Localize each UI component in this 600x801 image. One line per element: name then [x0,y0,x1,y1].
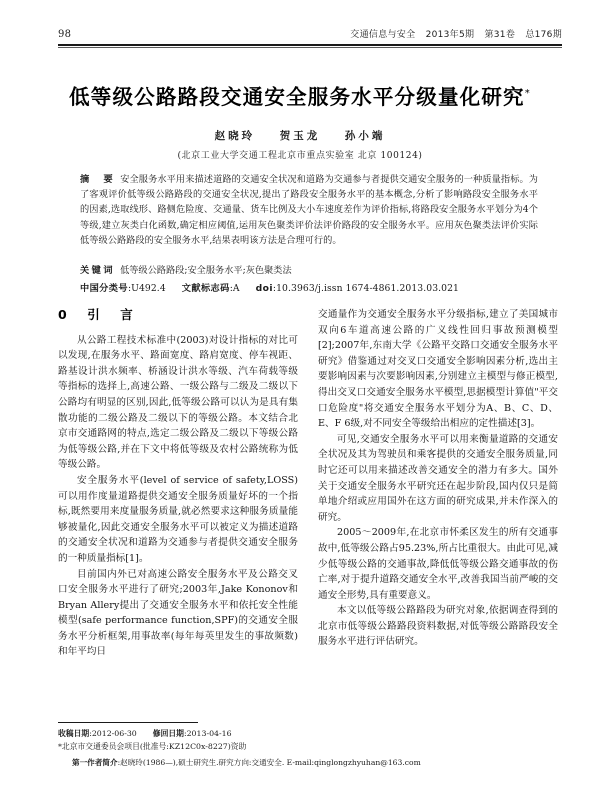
received-date-value: :2012-06-30 [89,729,137,738]
journal-year-issue: 2013年5期 [425,30,475,40]
footnote-funding: *北京市交通委员会项目(批准号:KZ12C0x-8227)资助 [58,741,247,751]
journal-total-issue: 总176期 [525,30,562,40]
page-folio: 98 [58,29,72,40]
right-paragraph-4: 本文以低等级公路路段为研究对象,依据调查得到的北京市低等级公路路段资料数据,对低等级公路路段安全服务水平进行评估研究。 [318,605,558,648]
right-paragraph-2: 可见,交通安全服务水平可以用来衡量道路的交通安全状况及其为驾驶员和乘客提供的交通安全服务质量,同时它还可以用来描述改善交通安全的潜力有多大。国外关于交通安全服务水平研究还在起步阶段,国内仅只是简单地介绍或应用国外在这方面的研究成果,并未作深入的研究。 [318,433,558,523]
author-2: 贺玉龙 [279,130,321,142]
document-code-label: 文献标志码 [181,283,230,294]
doi-value: :10.3963/j.issn 1674-4861.2013.03.021 [272,283,460,294]
page-title [40,80,560,110]
running-head [58,24,562,40]
section-heading-intro: 0 引 言 [58,307,137,322]
author-affiliation: (北京工业大学交通工程北京市重点实验室 北京 100124) [177,151,423,161]
author-bio-value: :赵晓玲(1986—),硕士研究生.研究方向:交通安全. E-mail:qinglongzhyuhan@163.com [117,758,421,767]
left-paragraph-3: 目前国内外已对高速公路安全服务水平及公路交叉口安全服务水平进行了研究;2003年,Jake Kononov和Bryan Allery提出了交通安全服务水平和依托安全性能模型(safe performance function,SPF)的交通安全服务水平分析框架,用事故率(每年每英里发生的事故频数)和年平均日 [58,568,298,658]
cn-classification-label: 中国分类号 [80,283,128,294]
cn-classification [80,283,166,294]
author-3: 孙小端 [344,130,386,142]
author-bio-label: 第一作者简介 [72,758,118,767]
received-date-label: 收稿日期 [58,729,90,738]
journal-name: 交通信息与安全 [350,30,416,40]
title-footnote-marker: * [524,88,531,100]
cn-classification-value: :U492.4 [127,283,166,294]
doi [256,283,459,294]
keywords [80,263,538,278]
abstract-label: 摘 要 [80,174,116,185]
journal-volume: 第31卷 [484,30,516,40]
document-code [182,283,240,294]
classification-line [80,281,538,296]
doi-label: doi [255,283,273,294]
keywords-label: 关键词 [80,265,116,276]
abstract-text: 安全服务水平用来描述道路的交通安全状况和道路为交通参与者提供交通安全服务的一种质量指标。为了客观评价低等级公路路段的交通安全状况,提出了路段安全服务水平的基本概念,分析了影响路段安全服务水平的因素,选取线形、路侧危险度、交通量、货车比例及大小车速度差作为评价指标,将路段安全服务水平划分为4个等级,建立灰类白化函数,确定相应阈值,运用灰色聚类评价法评价路段的安全服务水平。应用灰色聚类法评价实际低等级公路路段的安全服务水平,结果表明该方法是合理可行的。 [80,174,539,246]
keywords-text: 低等级公路路段;安全服务水平;灰色聚类法 [120,265,292,276]
left-column [58,307,298,660]
abstract [80,172,538,248]
right-paragraph-1: 交通量作为交通安全服务水平分级指标,建立了美国城市双向6车道高速公路的广义线性回归事故预测模型[2];2007年,东南大学《公路平交路口交通安全服务水平研究》借鉴通过对交叉口交通安全影响因素分析,选出主要影响因素与次要影响因素,分别建立主模型与修正模型,得出交叉口交通安全服务水平模型,思据模型计算值"平交口危险度"将交通安全服务水平划分为A、B、C、D、E、F 6级,对不同安全等级给出相应的定性描述[3]。 [318,309,558,430]
author-list [40,128,560,143]
footnote-block [58,728,308,753]
header-divider [58,44,562,46]
footnote-divider [58,722,198,723]
article-title: 低等级公路路段交通安全服务水平分级量化研究 [69,85,525,109]
revised-date-label: 修回日期 [152,729,184,738]
left-paragraph-1: 从公路工程技术标准中(2003)对设计指标的对比可以发现,在服务水平、路面宽度、路肩宽度、停车视距、路基设计洪水频率、桥涵设计洪水等级、汽车荷载等级等指标的选择上,高速公路、一级公路与二级及二级以下公路均有明显的区别,因此,低等级公路可以认为是具有集散功能的二级公路及二级以下的等级公路。本文结合北京市交通路网的特点,选定二级公路及二级以下等级公路为低等级公路,并在下文中将低等级及农村公路统称为低等级公路。 [58,334,298,471]
revised-date-value: :2013-04-16 [183,729,232,738]
author-bio [72,757,572,768]
footnote-dates [58,728,308,741]
left-paragraph-2: 安全服务水平(level of service of safety,LOSS)可以用作度量道路提供交通安全服务质量好坏的一个指标,既然要用来度量服务质量,就必然要求这种服务质量能够被量化,因此交通安全服务水平可以被定义为描述道路的交通安全状况和道路为交通参与者提供交通安全服务的一种质量指标[1]。 [58,474,298,564]
author-1: 赵晓玲 [214,130,256,142]
right-column [318,307,558,650]
journal-info [350,27,562,40]
right-paragraph-3: 2005～2009年,在北京市怀柔区发生的所有交通事故中,低等级公路占95.23%,所占比重很大。由此可见,减少低等级公路的交通事故,降低低等级公路交通事故的伤亡率,对于提升道路交通安全水平,改善我国当前严峻的交通安全形势,具有重要意义。 [318,527,558,601]
document-code-value: :A [229,283,240,294]
